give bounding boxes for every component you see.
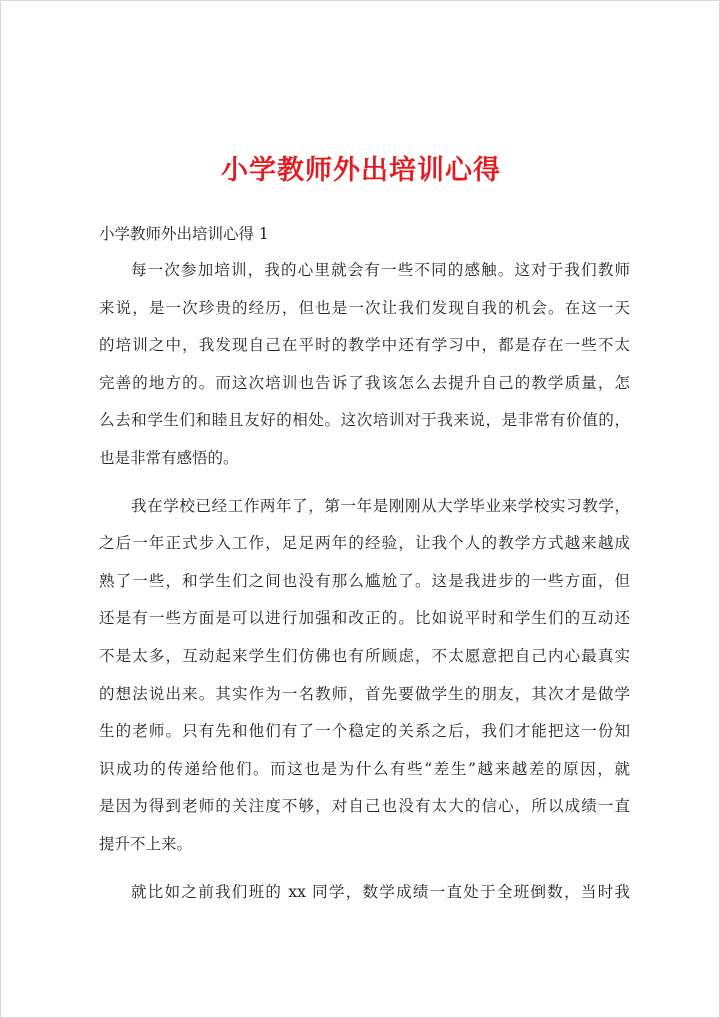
paragraph-2 <box>99 488 630 864</box>
document-title: 小学教师外出培训心得 <box>221 155 501 186</box>
text-line: 的培训之中，我发现自己在平时的教学中还有学习中，都是存在一些不太 <box>99 336 630 355</box>
text-line: 还是有一些方面是可以进行加强和改正的。比如说平时和学生们的互动还 <box>99 609 630 628</box>
section-heading: 小学教师外出培训心得 1 <box>99 225 269 243</box>
text-line: 识成功的传递给他们。而这也是为什么有些“差生”越来越差的原因，就 <box>99 759 630 778</box>
text-line: 的想法说出来。其实作为一名教师，首先要做学生的朋友，其次才是做学 <box>99 684 630 703</box>
paragraph-1 <box>99 252 630 478</box>
text-line: 来说，是一次珍贵的经历，但也是一次让我们发现自我的机会。在这一天 <box>99 298 630 317</box>
text-line: 我在学校已经工作两年了，第一年是刚刚从大学毕业来学校实习教学， <box>131 496 630 515</box>
text-line: 每一次参加培训，我的心里就会有一些不同的感触。这对于我们教师 <box>131 261 630 279</box>
text-line: 就比如之前我们班的 xx 同学，数学成绩一直处于全班倒数，当时我 <box>131 882 630 901</box>
text-line: 完善的地方的。而这次培训也告诉了我该怎么去提升自己的教学质量，怎 <box>99 373 630 392</box>
text-line: 之后一年正式步入工作，足足两年的经验，让我个人的教学方式越来越成 <box>99 534 630 553</box>
text-line: 生的老师。只有先和他们有了一个稳定的关系之后，我们才能把这一份知 <box>99 722 630 741</box>
text-line: 是因为得到老师的关注度不够，对自己也没有太大的信心，所以成绩一直 <box>99 797 630 816</box>
text-line: 也是非常有感悟的。 <box>99 448 239 467</box>
document-body <box>99 252 630 921</box>
text-line: 不是太多，互动起来学生们仿佛也有所顾虑，不太愿意把自己内心最真实 <box>99 646 630 665</box>
text-line: 熟了一些，和学生们之间也没有那么尴尬了。这是我进步的一些方面，但 <box>99 571 630 590</box>
paragraph-3 <box>99 874 630 912</box>
text-line: 提升不上来。 <box>99 834 193 853</box>
text-line: 么去和学生们和睦且友好的相处。这次培训对于我来说，是非常有价值的， <box>99 411 630 430</box>
